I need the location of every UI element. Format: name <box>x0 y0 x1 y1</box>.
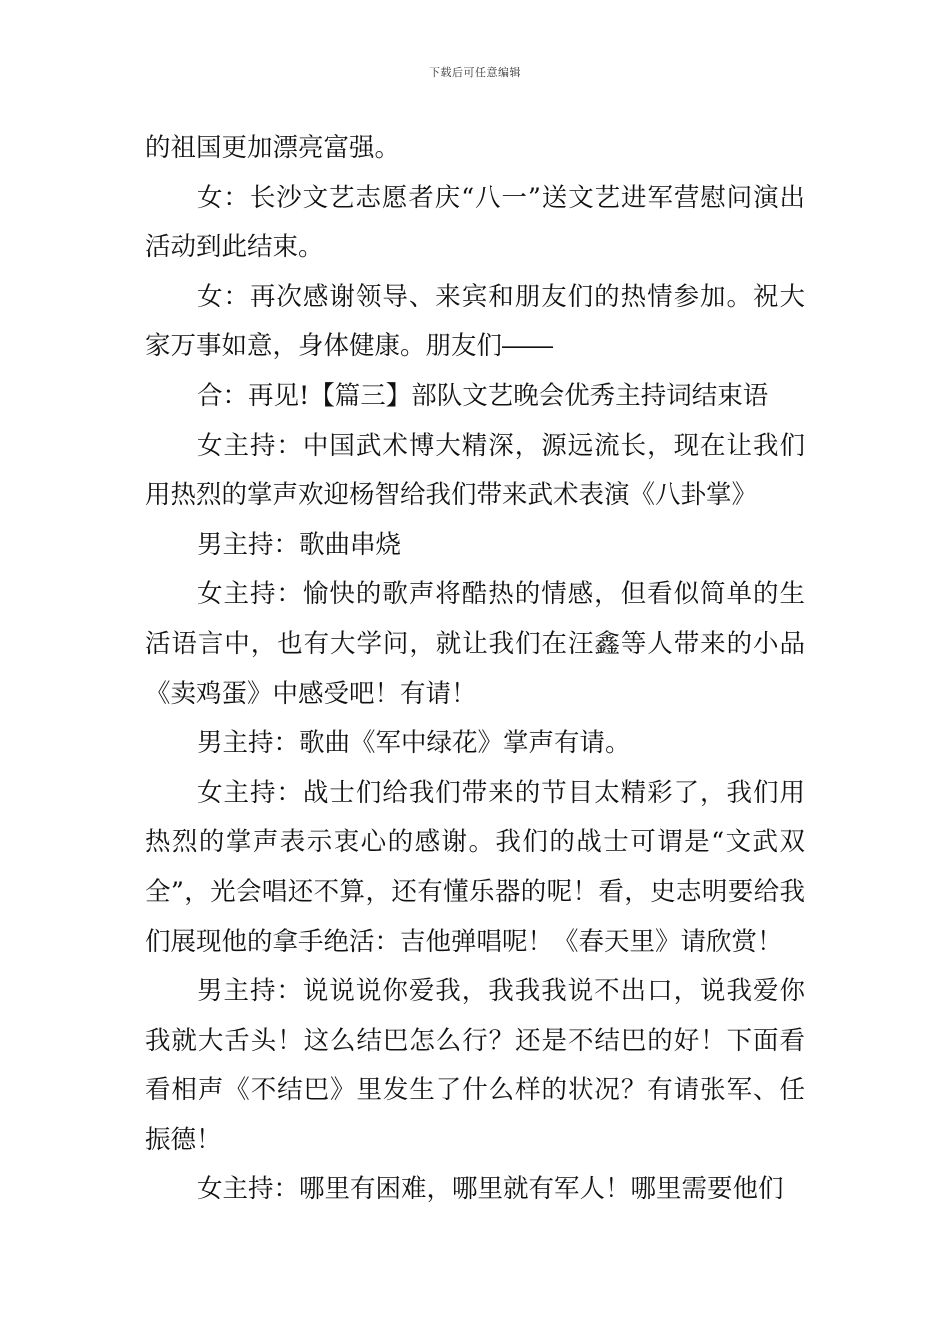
paragraph: 女主持：战士们给我们带来的节目太精彩了，我们用热烈的掌声表示衷心的感谢。我们的战士可谓是“文武双全”，光会唱还不算，还有懂乐器的呢！看，史志明要给我们展现他的拿手绝活：吉他弹唱呢！《春天里》请欣赏！ <box>145 777 805 957</box>
paragraph: 的祖国更加漂亮富强。 <box>145 133 401 163</box>
document-body <box>145 124 805 1215</box>
paragraph: 男主持：歌曲《军中绿花》掌声有请。 <box>197 728 631 759</box>
page-header: 下载后可任意编辑 <box>429 66 521 79</box>
paragraph: 女主持：中国武术博大精深，源远流长，现在让我们用热烈的掌声欢迎杨智给我们带来武术表演《八卦掌》 <box>145 430 805 511</box>
paragraph: 男主持：说说说你爱我，我我我说不出口，说我爱你我就大舌头！这么结巴怎么行？还是不结巴的好！下面看看相声《不结巴》里发生了什么样的状况？有请张军、任振德！ <box>145 976 805 1155</box>
paragraph: 女主持：哪里有困难，哪里就有军人！哪里需要他们 <box>197 1174 784 1205</box>
paragraph: 合：再见!【篇三】部队文艺晚会优秀主持词结束语 <box>197 380 769 411</box>
paragraph: 女：再次感谢领导、来宾和朋友们的热情参加。祝大家万事如意，身体健康。朋友们―― <box>145 281 805 362</box>
paragraph: 女：长沙文艺志愿者庆“八一”送文艺进军营慰问演出活动到此结束。 <box>145 182 805 263</box>
paragraph: 男主持：歌曲串烧 <box>197 529 402 560</box>
paragraph: 女主持：愉快的歌声将酷热的情感，但看似简单的生活语言中，也有大学问，就让我们在汪鑫等人带来的小品《卖鸡蛋》中感受吧！有请！ <box>145 579 805 709</box>
